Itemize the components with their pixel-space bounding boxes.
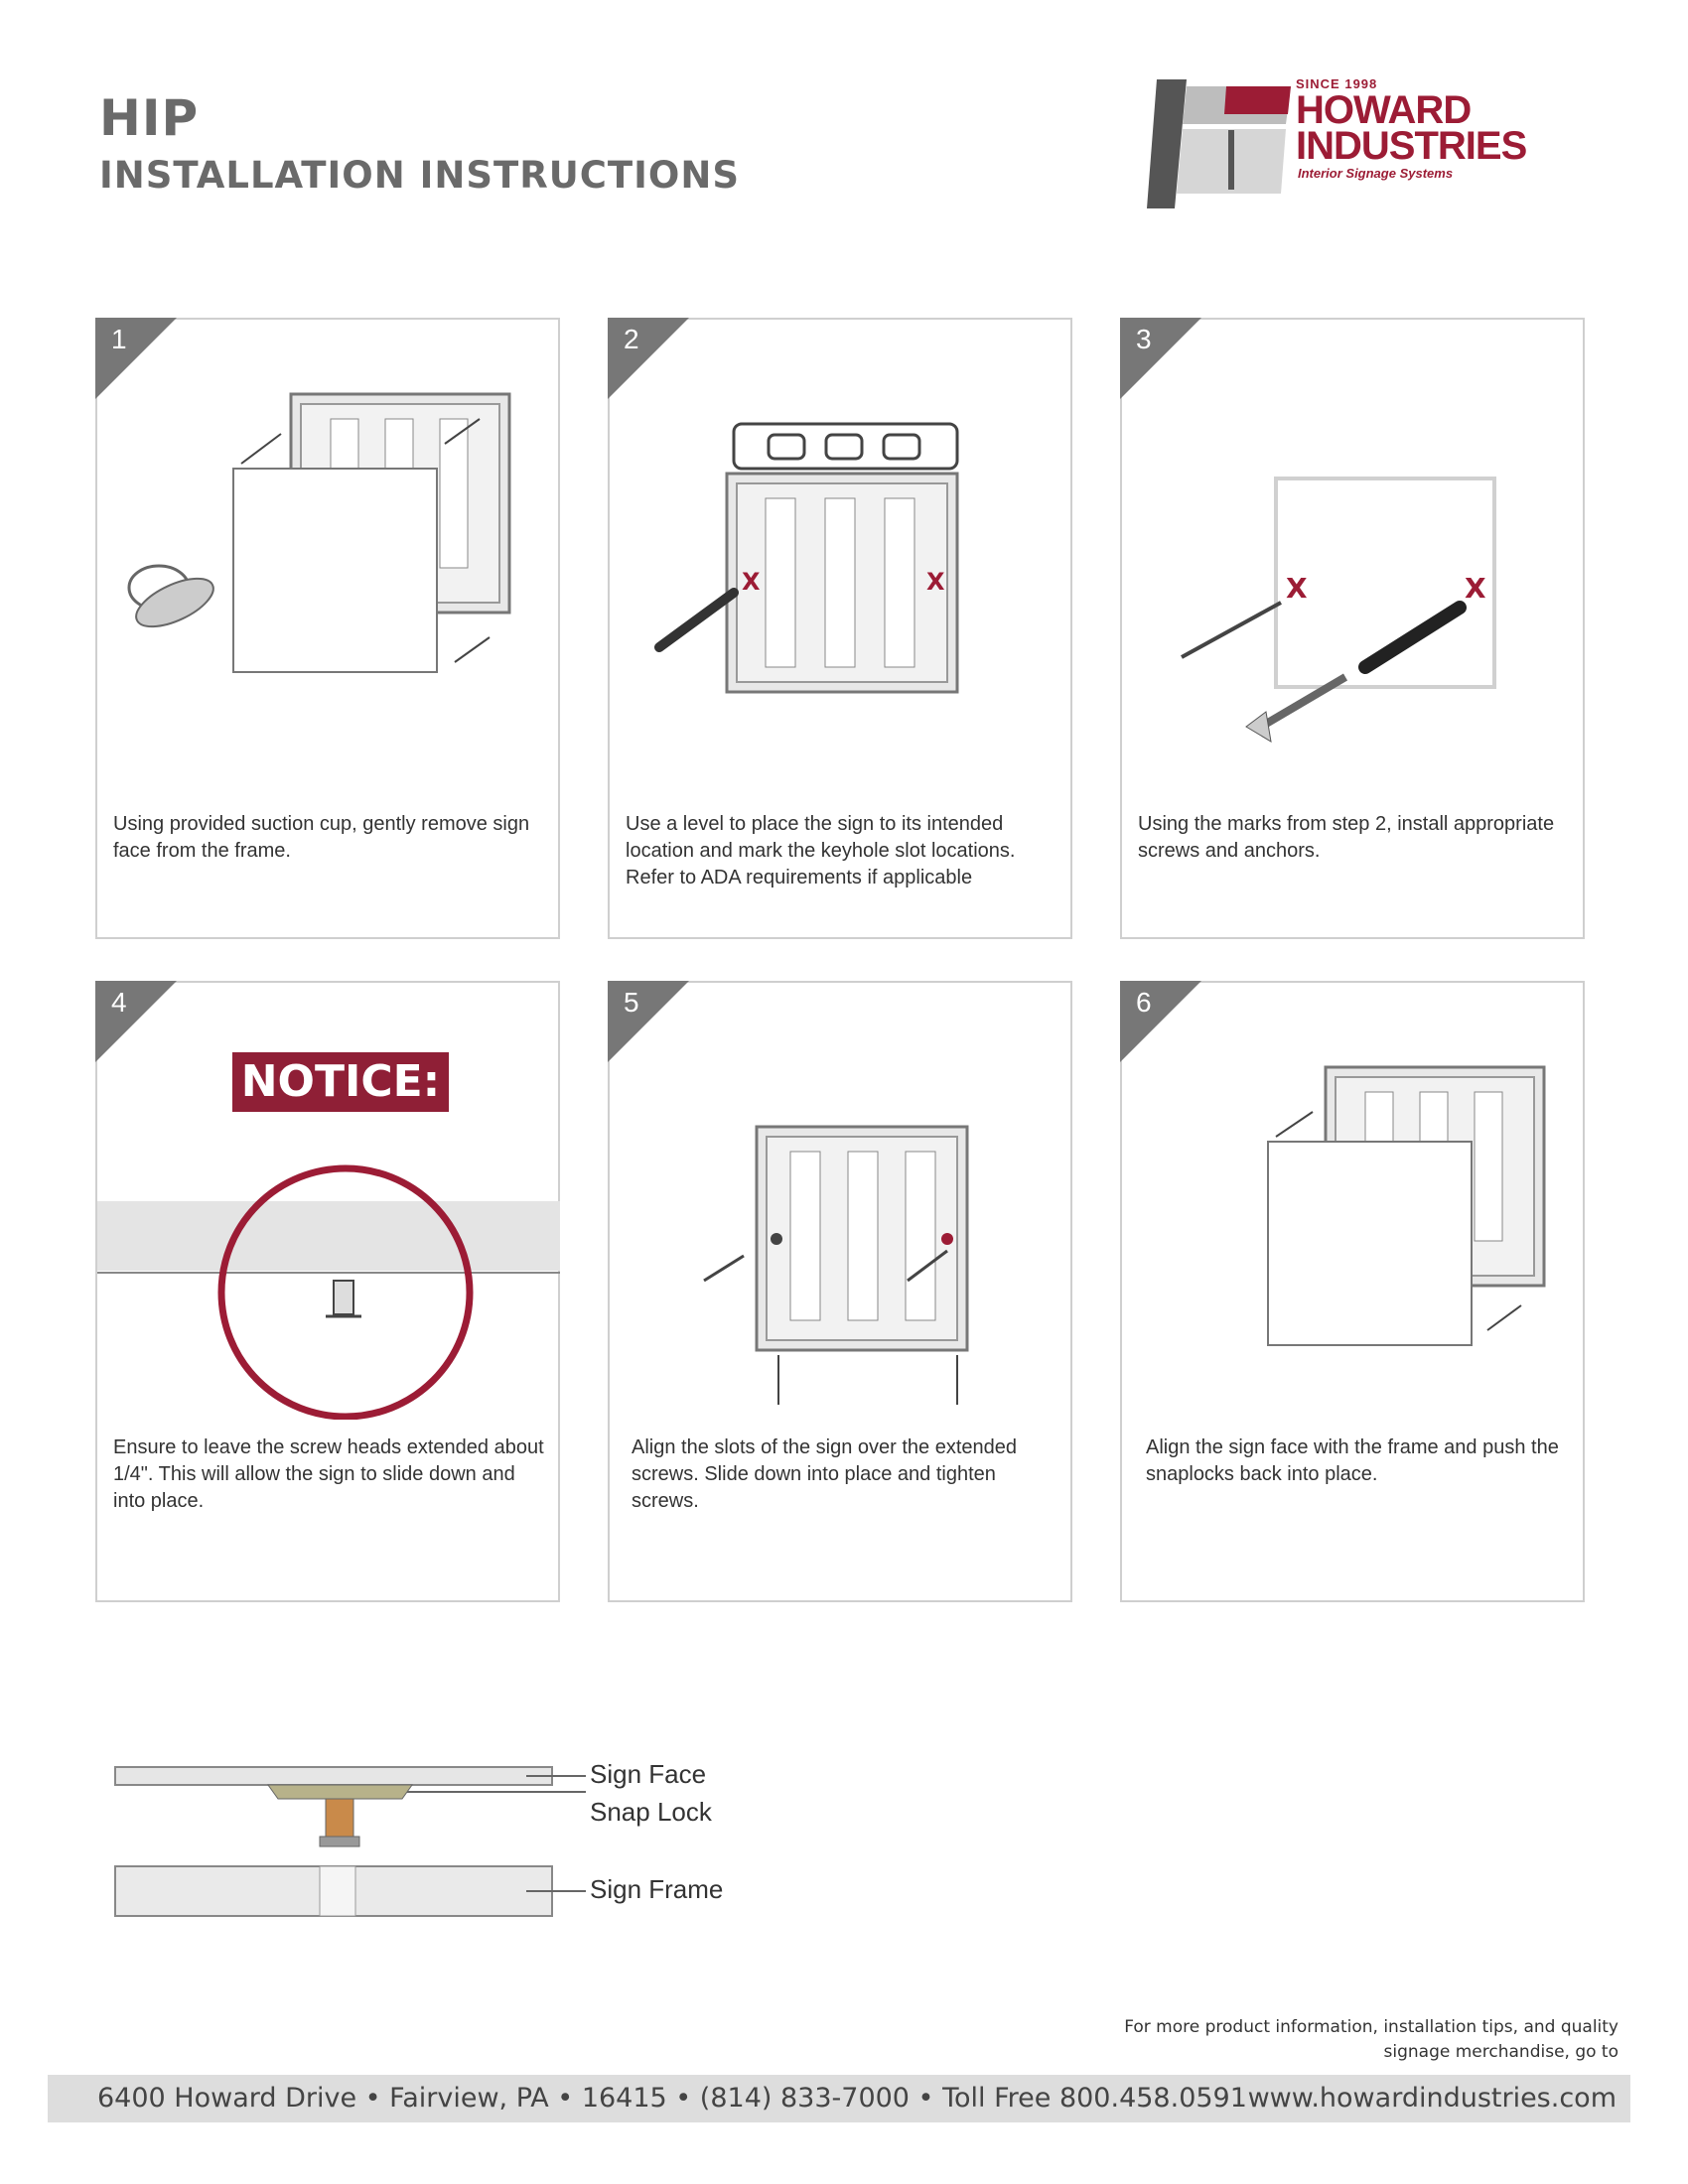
logo-mark-icon	[1147, 74, 1296, 213]
label-sign-face: Sign Face	[590, 1759, 707, 1789]
replace-sign-face-illustration	[1122, 983, 1587, 1420]
page-title: HIP	[99, 89, 200, 147]
remove-sign-face-illustration	[97, 320, 562, 756]
cross-section-illustration	[109, 1747, 824, 1946]
svg-text:X: X	[926, 568, 945, 596]
step-caption: Align the sign face with the frame and push the snaplocks back into place.	[1146, 1436, 1559, 1485]
step-number: 5	[624, 987, 639, 1018]
level-and-mark-illustration	[610, 320, 1074, 756]
logo-name-line2: INDUSTRIES	[1296, 124, 1527, 168]
svg-text:X: X	[742, 568, 761, 596]
step-1-panel	[95, 318, 560, 939]
step-3-panel	[1120, 318, 1585, 939]
step-number: 4	[111, 987, 127, 1018]
step-number: 1	[111, 324, 127, 354]
step-caption: Ensure to leave the screw heads extended about 1/4". This will allow the sign to slide down and into place.	[113, 1436, 544, 1512]
footer-address: 6400 Howard Drive • Fairview, PA • 16415 • (814) 833-7000 • Toll Free 800.458.0591	[97, 2083, 1247, 2114]
logo-since: SINCE 1998	[1296, 76, 1378, 91]
screw-extended-illustration	[97, 983, 562, 1420]
howard-industries-logo	[1147, 74, 1584, 213]
label-snap-lock: Snap Lock	[590, 1797, 712, 1827]
step-caption: Using provided suction cup, gently remove sign face from the frame.	[113, 813, 530, 862]
logo-name-line1: HOWARD	[1296, 88, 1472, 132]
step-6-panel	[1120, 981, 1585, 1602]
page-subtitle: INSTALLATION INSTRUCTIONS	[99, 154, 740, 197]
step-4-panel	[95, 981, 560, 1602]
snap-lock-diagram	[109, 1747, 824, 1946]
align-slots-illustration	[610, 983, 1074, 1420]
step-number: 3	[1136, 324, 1152, 354]
label-sign-frame: Sign Frame	[590, 1874, 724, 1904]
footer-bar	[48, 2075, 1630, 2122]
step-number: 2	[624, 324, 639, 354]
step-caption: Use a level to place the sign to its intended location and mark the keyhole slot locations. Refer to ADA requirements if applicable	[626, 813, 1016, 888]
step-caption: Using the marks from step 2, install appropriate screws and anchors.	[1138, 813, 1555, 862]
step-5-panel	[608, 981, 1072, 1602]
svg-text:X: X	[1465, 572, 1486, 605]
website-link[interactable]: www.howardindustries.com	[1247, 2083, 1617, 2114]
notice-banner: NOTICE:	[232, 1052, 449, 1112]
svg-text:X: X	[1286, 572, 1308, 605]
screws-and-anchors-illustration	[1122, 320, 1587, 756]
step-2-panel	[608, 318, 1072, 939]
step-caption: Align the slots of the sign over the extended screws. Slide down into place and tighten screws.	[632, 1436, 1018, 1512]
logo-tagline: Interior Signage Systems	[1298, 166, 1454, 181]
footer-note: For more product information, installation tips, and quality signage merchandise, go to	[1124, 2017, 1618, 2062]
step-number: 6	[1136, 987, 1152, 1018]
